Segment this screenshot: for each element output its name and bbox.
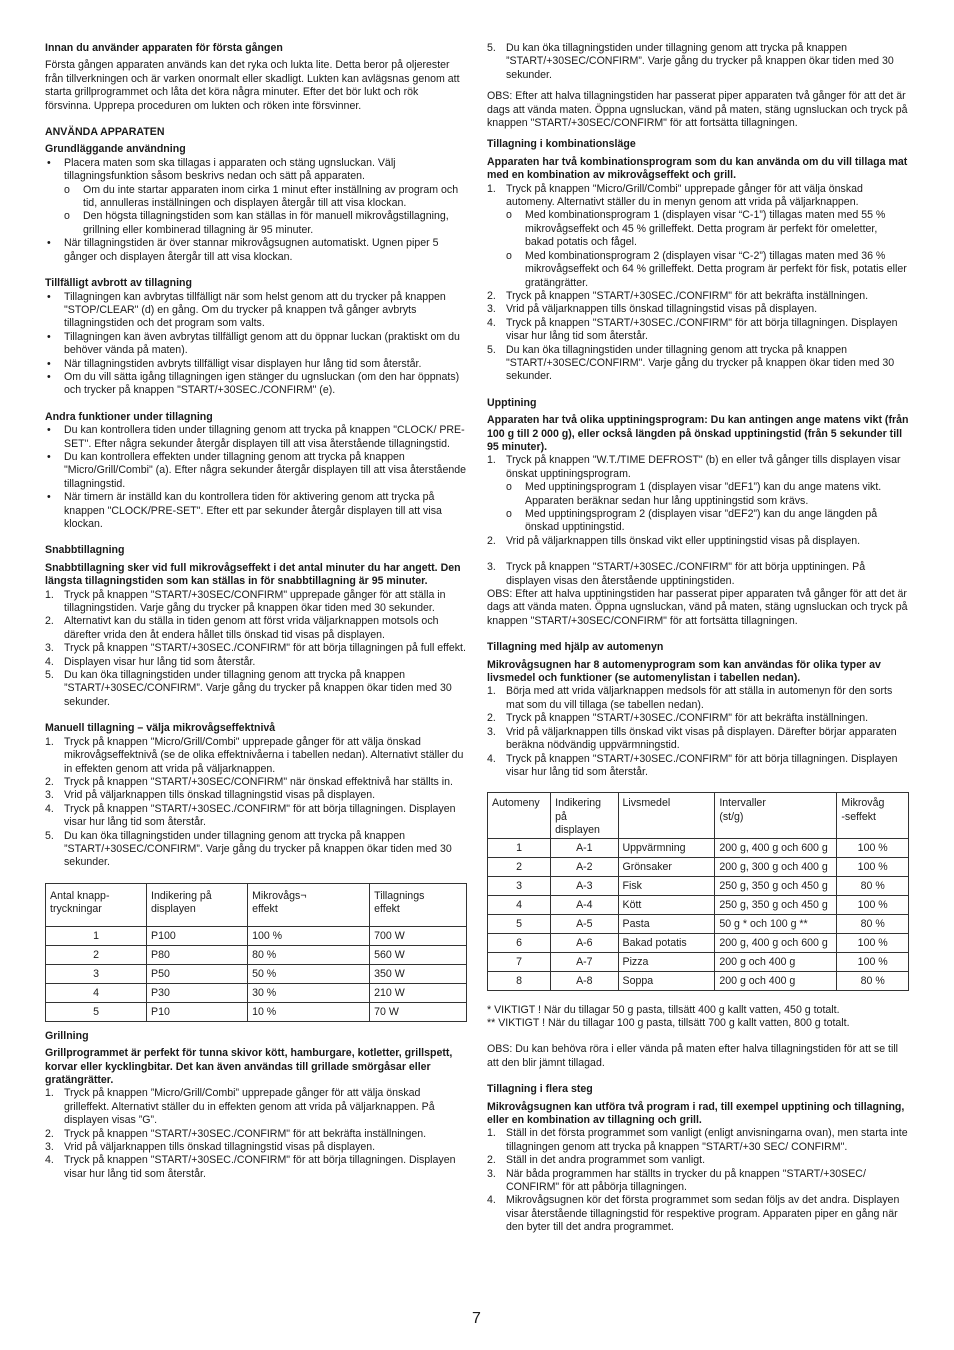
- table-cell: Fisk: [618, 876, 715, 895]
- list-item: 3. Vrid på väljarknappen tills önskad tillagningstid visas på displayen.: [45, 789, 376, 802]
- list-item-text: Displayen visar hur lång tid som återstår.: [64, 655, 256, 668]
- table-row: [46, 964, 467, 983]
- table-cell: 100 %: [248, 926, 370, 945]
- footnote-2: ** VIKTIGT ! När du tillagar 100 g pasta, tillsätt 700 g kallt vatten, 800 g totalt.: [487, 1016, 850, 1029]
- table-cell: P50: [147, 964, 248, 983]
- table-cell: 5: [488, 914, 551, 933]
- sub-list-item: o Med kombinationsprogram 2 (displayen visar “C-2”) tillagas maten med 36 % mikrovågseffekt och 64 % grilleffekt. Detta program är perfekt för fisk, potatis eller gratängrätter.: [506, 250, 909, 290]
- list-item-text: Vrid på väljarknappen tills önskad vikt eller upptiningstid visas på displayen.: [506, 534, 861, 547]
- list-item: 5. Du kan öka tillagningstiden under tillagning genom att trycka på knappen "START/+30SEC/CONFIRM". Varje gång du trycker på knappen ökar tiden med 30 sekunder.: [487, 343, 895, 383]
- table-cell: 80 %: [248, 945, 370, 964]
- grilling-steps: [45, 1087, 467, 1181]
- footnote-1: * VIKTIGT ! När du tillagar 50 g pasta, tillsätt 400 g kallt vatten, 450 g totalt.: [487, 1003, 840, 1016]
- table-cell: 80 %: [837, 914, 909, 933]
- table-cell: Uppvärmning: [618, 838, 715, 857]
- table-cell: A-2: [551, 857, 618, 876]
- section-title-pause: Tillfälligt avbrott av tillagning: [45, 277, 192, 290]
- table-cell: 3: [46, 964, 147, 983]
- table-header-cell: Intervaller (st/g): [715, 793, 837, 838]
- list-item-text: Ställ in det andra programmet som vanligt.: [506, 1154, 706, 1167]
- table-header-cell: Livsmedel: [618, 793, 715, 838]
- table-header-cell: Automeny: [488, 793, 551, 838]
- list-item-text: Börja med att vrida väljarknappen medsols för att ställa in automenyn för den sorts mat som du vill tillaga (se tabellen nedan).: [506, 685, 893, 711]
- list-item: 2. Tryck på knappen "START/+30SEC./CONFIRM" för att bekräfta inställningen.: [487, 289, 869, 302]
- table-cell: P30: [147, 983, 248, 1002]
- defrost-intro: Apparaten har två olika upptiningsprogram: Du kan antingen ange matens vikt (från 100 g till 2 000 g), eller också längden på önskad upptiningstid (från 5 sekunder till 95 minuter).: [487, 414, 909, 453]
- sub-list-item: o Med kombinationsprogram 1 (displayen visar “C-1”) tillagas maten med 55 % mikrovågseffekt och 45 % grilleffekt. Detta program är perfekt för omeletter, bakad potatis och fågel.: [506, 209, 909, 249]
- list-item-text: Du kan öka tillagningstiden under tillagning genom att trycka på knappen ”START/+30SEC/CONFIRM”. Varje gång du trycker på knappen ökar tiden med 30 sekunder.: [64, 669, 452, 708]
- table-cell: 100 %: [837, 952, 909, 971]
- table-cell: A-5: [551, 914, 618, 933]
- list-item: 5. Du kan öka tillagningstiden under tillagning genom att trycka på knappen ”START/+30SEC/CONFIRM”. Varje gång du trycker på knappen ökar tiden med 30 sekunder.: [45, 829, 452, 869]
- grilling-note: OBS: Efter att halva tillagningstiden har passerat piper apparaten två gånger för att det är dags att vända maten. Öppna ugnsluckan, vänd på maten, stäng ugnsluckan och tryck på knappen "START/+30SEC/CONFIRM" för att fortsätta tillagningen.: [487, 90, 908, 130]
- list-item: 4. Tryck på knappen "START/+30SEC./CONFIRM" för att börja tillagningen. Displayen visar hur lång tid som återstår.: [45, 1154, 456, 1180]
- list-item-text: Alternativt kan du ställa in tiden genom att först vrida väljarknappen motsols och därefter vrida den åt endera hållet tills önskad tid visas på displayen.: [64, 615, 439, 641]
- list-item: • Du kan kontrollera tiden under tillagning genom att trycka på knappen "CLOCK/ PRE-SET". Efter några sekunder återgår displayen till att visa återstående tillagningstid.: [45, 424, 467, 451]
- list-item: 3. Vrid på väljarknappen tills önskad vikt visas på displayen. Därefter börjar apparaten beräkna nödvändig uppvärmningstid.: [487, 725, 897, 752]
- multistage-steps: [487, 1127, 909, 1234]
- table-row: [488, 952, 909, 971]
- list-item: 3. Vrid på väljarknappen tills önskad tillagningstid visas på displayen.: [487, 303, 818, 316]
- list-item-text: Vrid på väljarknappen tills önskad tillagningstid visas på displayen.: [64, 1141, 376, 1153]
- list-item: 4. Mikrovågsugnen kör det första programmet som sedan följs av det andra. Displayen visar återstående tillagningstid för respektive program. Apparaten piper en gång när den byter till det andra programmet.: [487, 1194, 900, 1234]
- right-column: [487, 42, 909, 1235]
- table-header-row: [46, 883, 467, 926]
- section-title-quick-cooking: Snabbtillagning: [45, 544, 125, 557]
- table-cell: 2: [46, 945, 147, 964]
- list-item: 3. När båda programmen har ställts in trycker du på knappen "START/+30SEC/ CONFIRM" för att påbörja tillagningen.: [487, 1167, 866, 1193]
- table-row: [46, 983, 467, 1002]
- table-cell: 5: [46, 1002, 147, 1021]
- combination-intro: Apparaten har två kombinationsprogram som du kan använda om du vill tillaga mat med en kombination av mikrovågseffekt och grill.: [487, 155, 908, 182]
- table-cell: 80 %: [837, 876, 909, 895]
- table-cell: A-3: [551, 876, 618, 895]
- table-cell: 80 %: [837, 971, 909, 990]
- table-cell: P100: [147, 926, 248, 945]
- grilling-steps-continued: [487, 42, 909, 82]
- automenu-note: OBS: Du kan behöva röra i eller vända på maten efter halva tillagningstiden för att se till att den blir jämnt tillagad.: [487, 1043, 899, 1069]
- list-item-text: Tryck på knappen "START/+30SEC./CONFIRM" för att börja tillagningen. Displayen visar hur lång tid som återstår.: [64, 1154, 456, 1180]
- list-item: 2. Ställ in det andra programmet som vanligt.: [487, 1154, 706, 1167]
- list-item-text: Tryck på knappen "START/+30SEC./CONFIRM" för att börja tillagningen. Displayen visar hur lång tid som återstår.: [506, 316, 898, 343]
- list-item: 1. Tryck på knappen "START/+30SEC/CONFIRM" upprepade gånger för att ställa in tillagningstiden. Varje gång du trycker på knappen ökar tiden med 30 sekunder.: [45, 588, 446, 615]
- list-item-text: Du kan öka tillagningstiden under tillagning genom att trycka på knappen ”START/+30SEC/CONFIRM”. Varje gång du trycker på knappen ökar tiden med 30 sekunder.: [506, 42, 894, 81]
- list-item: 3. Tryck på knappen "START/+30SEC./CONFIRM" för att börja tillagningen på full effekt.: [45, 642, 466, 655]
- table-cell: Pizza: [618, 952, 715, 971]
- table-header-cell: Tillagnings effekt: [370, 883, 467, 926]
- list-item-text: Vrid på väljarknappen tills önskad tillagningstid visas på displayen.: [64, 789, 376, 802]
- table-cell: 4: [46, 983, 147, 1002]
- list-item-text: Tryck på knappen ”Micro/Grill/Combi” upprepade gånger för att välja önskad grilleffekt. Alternativt ställer du in effekten genom att vrida på väljarknappen. På displayen visas ”G”.: [64, 1087, 435, 1127]
- list-item-text: Tryck på knappen "START/+30SEC./CONFIRM" för att bekräfta inställningen.: [506, 289, 869, 302]
- section-title-combination: Tillagning i kombinationsläge: [487, 138, 636, 151]
- table-cell: 50 g * och 100 g **: [715, 914, 837, 933]
- power-level-table: [45, 883, 467, 1022]
- left-column: [45, 42, 467, 1181]
- list-item: • Tillagningen kan även avbrytas tillfälligt genom att du öppnar luckan (praktiskt om du behöver vända på maten).: [45, 331, 467, 358]
- table-cell: 250 g, 350 g och 450 g: [715, 895, 837, 914]
- sub-list-item: o Om du inte startar apparaten inom cirka 1 minut efter inställning av program och tid, annulleras inställningen och displayen återgår till att visa klockan.: [64, 184, 467, 211]
- table-cell: 10 %: [248, 1002, 370, 1021]
- list-item-text: Tryck på knappen "W.T./TIME DEFROST" (b) en eller två gånger tills displayen visar önskat upptiningsprogram.: [506, 454, 901, 480]
- list-item: 3. Tryck på knappen "START/+30SEC./CONFIRM" för att börja upptiningen. På displayen visas den återstående upptiningstiden.: [487, 561, 866, 587]
- table-cell: 200 g, 300 g och 400 g: [715, 857, 837, 876]
- table-row: [488, 838, 909, 857]
- list-item: • När timern är inställd kan du kontrollera tiden för aktivering genom att trycka på knappen "CLOCK/PRE-SET". Efter ett par sekunder återgår displayen till att visa klockan.: [45, 491, 467, 531]
- multistage-intro: Mikrovågsugnen kan utföra två program i rad, till exempel upptining och tillagning, eller en kombination av tillagning och grill.: [487, 1100, 905, 1126]
- quick-cooking-steps: [45, 589, 467, 710]
- list-item-text: Tryck på knappen "START/+30SEC./CONFIRM" för att börja tillagningen. Displayen visar hur lång tid som återstår.: [506, 752, 898, 778]
- list-item: 1. Tryck på knappen ”Micro/Grill/Combi” upprepade gånger för att välja önskad grilleffekt. Alternativt ställer du in effekten genom att vrida på väljarknappen. På displayen visas ”G”.: [45, 1087, 435, 1127]
- table-cell: A-4: [551, 895, 618, 914]
- manual-cooking-steps: [45, 736, 467, 870]
- section-title-manual-cooking: Manuell tillagning – välja mikrovågseffektnivå: [45, 722, 276, 735]
- table-cell: 200 g, 400 g och 600 g: [715, 838, 837, 857]
- table-cell: A-7: [551, 952, 618, 971]
- table-row: [46, 1002, 467, 1021]
- list-item: 1. Tryck på knappen "W.T./TIME DEFROST" (b) en eller två gånger tills displayen visar önskat upptiningsprogram. o Med upptiningsprogram 1 (displayen visar ”dEF1”) kan du ange matens vikt. Apparaten beräknar sedan hur lång upptiningstid som krävs. o Med upptiningsprogram 2 (displayen visar ”dEF2”) kan du ange längden på önskad upptiningstid.: [487, 454, 909, 534]
- list-item-text: Tryck på knappen "Micro/Grill/Combi" upprepade gånger för att välja önskad mikrovågseffektnivå (se de olika effektnivåerna i tabellen nedan). Alternativt ställer du in effekten genom att vrida på väljarknappen.: [64, 735, 464, 775]
- table-cell: 6: [488, 933, 551, 952]
- list-item: 2. Tryck på knappen "START/+30SEC./CONFIRM" för att bekräfta inställningen.: [487, 712, 869, 725]
- list-item-text: Vrid på väljarknappen tills önskad vikt visas på displayen. Därefter börjar apparaten beräkna nödvändig uppvärmningstid.: [506, 725, 897, 752]
- table-cell: 100 %: [837, 933, 909, 952]
- sub-list-item: o Den högsta tillagningstiden som kan ställas in för manuell mikrovågstillagning, grillning eller kombinerad tillagning är 95 minuter.: [64, 210, 467, 237]
- table-row: [46, 945, 467, 964]
- table-cell: 210 W: [370, 983, 467, 1002]
- list-item: 5. Du kan öka tillagningstiden under tillagning genom att trycka på knappen ”START/+30SEC/CONFIRM”. Varje gång du trycker på knappen ökar tiden med 30 sekunder.: [487, 42, 894, 81]
- table-cell: 2: [488, 857, 551, 876]
- quick-cooking-intro: Snabbtillagning sker vid full mikrovågseffekt i det antal minuter du har angett. Den längsta tillagningstiden som kan ställas in för snabbtillagning är 95 minuter.: [45, 561, 461, 588]
- list-item: • Du kan kontrollera effekten under tillagning genom att trycka på knappen "Micro/Grill/Combi" (a). Efter några sekunder återgår displayen till att visa återstående tillagningstid.: [45, 451, 467, 491]
- table-row: [488, 971, 909, 990]
- list-item-text: Tryck på knappen "START/+30SEC./CONFIRM" för att börja tillagningen. Displayen visar hur lång tid som återstår.: [64, 802, 456, 829]
- list-item-text: Vrid på väljarknappen tills önskad tillagningstid visas på displayen.: [506, 303, 818, 316]
- table-cell: 200 g och 400 g: [715, 952, 837, 971]
- section-title-first-use: Innan du använder apparaten för första gången: [45, 42, 283, 54]
- table-cell: 30 %: [248, 983, 370, 1002]
- table-cell: 100 %: [837, 857, 909, 876]
- table-cell: 4: [488, 895, 551, 914]
- list-item-text: Du kan öka tillagningstiden under tillagning genom att trycka på knappen ”START/+30SEC/CONFIRM”. Varje gång du trycker på knappen ökar tiden med 30 sekunder.: [64, 829, 452, 869]
- table-cell: 250 g, 350 g och 450 g: [715, 876, 837, 895]
- table-cell: A-8: [551, 971, 618, 990]
- list-item: 1. Tryck på knappen "Micro/Grill/Combi" upprepade gånger för att välja önskad mikrovågseffektnivå (se de olika effektnivåerna i tabellen nedan). Alternativt ställer du in effekten genom att vrida på väljarknappen.: [45, 735, 464, 775]
- list-item: • Tillagningen kan avbrytas tillfälligt när som helst genom att du trycker på knappen "STOP/CLEAR" (d) en gång. Om du trycker på knappen två gånger avbryts tillagningstiden och det program som valts.: [45, 291, 467, 331]
- list-item: 4. Tryck på knappen "START/+30SEC./CONFIRM" för att börja tillagningen. Displayen visar hur lång tid som återstår.: [487, 752, 898, 778]
- table-cell: 100 %: [837, 895, 909, 914]
- list-item: 5. Du kan öka tillagningstiden under tillagning genom att trycka på knappen ”START/+30SEC/CONFIRM”. Varje gång du trycker på knappen ökar tiden med 30 sekunder.: [45, 669, 452, 708]
- table-cell: 560 W: [370, 945, 467, 964]
- table-cell: 50 %: [248, 964, 370, 983]
- table-row: [488, 876, 909, 895]
- table-header-cell: Mikrovåg -seffekt: [837, 793, 909, 838]
- section-title-other-functions: Andra funktioner under tillagning: [45, 410, 213, 423]
- list-item: 4. Tryck på knappen "START/+30SEC./CONFIRM" för att börja tillagningen. Displayen visar hur lång tid som återstår.: [45, 802, 456, 829]
- table-header-cell: Antal knapp- tryckningar: [46, 883, 147, 926]
- section-title-grilling: Grillning: [45, 1029, 89, 1042]
- list-item: 2. Vrid på väljarknappen tills önskad vikt eller upptiningstid visas på displayen.: [487, 534, 861, 547]
- section-title-multistage: Tillagning i flera steg: [487, 1083, 593, 1096]
- list-item: 1. Ställ in det första programmet som vanligt (enligt anvisningarna ovan), men starta inte tillagningen genom att trycka på knappen "START/+30 SEC/ CONFIRM".: [487, 1127, 908, 1153]
- table-cell: 8: [488, 971, 551, 990]
- list-item: • Om du vill sätta igång tillagningen igen stänger du ugnsluckan (om den har öppnats) och trycker på knappen "START/+30SEC./CONFIRM" (e).: [45, 371, 467, 398]
- list-item: 3. Vrid på väljarknappen tills önskad tillagningstid visas på displayen.: [45, 1141, 376, 1153]
- table-cell: A-1: [551, 838, 618, 857]
- sub-list: [506, 209, 909, 289]
- table-row: [488, 857, 909, 876]
- list-item-text: Placera maten som ska tillagas i apparaten och stäng ugnsluckan. Välj tillagningsfunktion såsom beskrivs nedan och sätt på apparaten.: [64, 156, 396, 183]
- table-cell: Bakad potatis: [618, 933, 715, 952]
- sub-list: [506, 481, 909, 535]
- table-cell: Soppa: [618, 971, 715, 990]
- table-cell: 200 g, 400 g och 600 g: [715, 933, 837, 952]
- sub-list: [64, 184, 467, 238]
- sub-list-item: o Med upptiningsprogram 1 (displayen visar ”dEF1”) kan du ange matens vikt. Apparaten beräknar sedan hur lång upptiningstid som krävs.: [506, 481, 909, 508]
- list-item-text: Mikrovågsugnen kör det första programmet som sedan följs av det andra. Displayen visar återstående tillagningstid för respektive program. Apparaten piper en gång när den byter till det andra programmet.: [506, 1194, 900, 1234]
- list-item: 2. Tryck på knappen "START/+30SEC/CONFIRM" när önskad effektnivå har ställts in.: [45, 775, 453, 788]
- table-row: [488, 914, 909, 933]
- page-number: 7: [472, 1310, 481, 1327]
- table-cell: Grönsaker: [618, 857, 715, 876]
- table-row: [46, 926, 467, 945]
- basic-use-list: [45, 157, 467, 264]
- table-cell: P10: [147, 1002, 248, 1021]
- list-item-text: Ställ in det första programmet som vanligt (enligt anvisningarna ovan), men starta inte tillagningen genom att trycka på knappen "START/+30 SEC/ CONFIRM".: [506, 1127, 908, 1153]
- table-cell: 1: [46, 926, 147, 945]
- list-item: • När tillagningstiden avbryts tillfälligt visar displayen hur lång tid som återstår.: [45, 358, 467, 371]
- table-cell: 3: [488, 876, 551, 895]
- section-title-using: ANVÄNDA APPARATEN: [45, 126, 165, 139]
- sub-list-item: o Med upptiningsprogram 2 (displayen visar ”dEF2”) kan du ange längden på önskad upptiningstid.: [506, 508, 909, 535]
- list-item: 2. Alternativt kan du ställa in tiden genom att först vrida väljarknappen motsols och därefter vrida den åt endera hållet tills önskad tid visas på displayen.: [45, 615, 439, 641]
- list-item-text: Du kan öka tillagningstiden under tillagning genom att trycka på knappen "START/+30SEC/CONFIRM". Varje gång du trycker på knappen ökar tiden med 30 sekunder.: [506, 343, 895, 383]
- subsection-title-basic-use: Grundläggande användning: [45, 143, 186, 156]
- list-item-text: Tryck på knappen "START/+30SEC/CONFIRM" upprepade gånger för att ställa in tillagningstiden. Varje gång du trycker på knappen ökar tiden med 30 sekunder.: [64, 588, 446, 615]
- table-header-row: [488, 793, 909, 838]
- table-cell: Kött: [618, 895, 715, 914]
- table-cell: 700 W: [370, 926, 467, 945]
- table-cell: Pasta: [618, 914, 715, 933]
- list-item: 1. Tryck på knappen "Micro/Grill/Combi" upprepade gånger för att välja önskad automeny. Alternativt ställer du in menyn genom att vrida på väljarknappen. o Med kombinationsprogram 1 (displayen visar “C-1”) tillagas maten med 55 % mikrovågseffekt och 45 % grilleffekt. Detta program är perfekt för omeletter, bakad potatis och fågel. o Med kombinationsprogram 2 (displayen visar “C-2”) tillagas maten med 36 % mikrovågseffekt och 64 % grilleffekt. Detta program är perfekt för fisk, potatis eller gratängrätter.: [487, 183, 909, 290]
- list-item: 2. Tryck på knappen "START/+30SEC./CONFIRM" för att bekräfta inställningen.: [45, 1127, 427, 1140]
- list-item: 4. Tryck på knappen "START/+30SEC./CONFIRM" för att börja tillagningen. Displayen visar hur lång tid som återstår.: [487, 316, 898, 343]
- table-cell: 200 g och 400 g: [715, 971, 837, 990]
- table-header-cell: Indikering på displayen: [551, 793, 618, 838]
- table-cell: 1: [488, 838, 551, 857]
- automenu-steps: [487, 685, 909, 779]
- list-item-text: Tryck på knappen "START/+30SEC./CONFIRM" för att börja tillagningen på full effekt.: [64, 642, 466, 655]
- section-title-defrost: Upptining: [487, 396, 537, 409]
- table-cell: P80: [147, 945, 248, 964]
- table-cell: 350 W: [370, 964, 467, 983]
- defrost-steps: [487, 454, 909, 588]
- other-functions-list: [45, 424, 467, 531]
- list-item: [45, 157, 467, 237]
- list-item: 4. Displayen visar hur lång tid som återstår.: [45, 655, 256, 668]
- list-item-text: Tryck på knappen "START/+30SEC./CONFIRM" för att bekräfta inställningen.: [506, 712, 869, 725]
- automenu-intro: Mikrovågsugnen har 8 automenyprogram som kan användas för olika typer av livsmedel och funktioner (se automenylistan i tabellen nedan).: [487, 658, 881, 685]
- list-item-text: Tryck på knappen "START/+30SEC/CONFIRM" när önskad effektnivå har ställts in.: [64, 775, 453, 788]
- table-row: [488, 933, 909, 952]
- table-cell: 70 W: [370, 1002, 467, 1021]
- first-use-text: Första gången apparaten används kan det ryka och lukta lite. Detta beror på oljerester från tillverkningen och är varken onormalt eller skadligt. Lukten kan avlägsnas genom att starta grillprogrammet och låta det köra några minuter. Efter det bör lukt och rök försvinna. Upprepa proceduren om lukten och röken inte försvinner.: [45, 59, 460, 112]
- table-cell: 7: [488, 952, 551, 971]
- list-item-text: Tryck på knappen "Micro/Grill/Combi" upprepade gånger för att välja önskad automeny. Alternativt ställer du in menyn genom att vrida på väljarknappen.: [506, 182, 863, 209]
- table-header-cell: Mikrovågs¬ effekt: [248, 883, 370, 926]
- table-header-cell: Indikering på displayen: [147, 883, 248, 926]
- table-cell: A-6: [551, 933, 618, 952]
- automenu-table: [487, 792, 909, 990]
- table-row: [488, 895, 909, 914]
- defrost-note: OBS: Efter att halva upptiningstiden har passerat piper apparaten två gånger för att det är dags att vända maten. Öppna ugnsluckan, vänd på maten, stäng ugnsluckan och tryck på knappen "START/+30SEC/CONFIRM" för att fortsätta tillagningen.: [487, 588, 908, 627]
- combination-steps: [487, 183, 909, 384]
- section-title-automenu: Tillagning med hjälp av automenyn: [487, 641, 664, 654]
- grilling-intro: Grillprogrammet är perfekt för tunna skivor kött, hamburgare, kotletter, grillspett, korvar eller kycklingbitar. Det kan även användas till grillade smörgåsar eller gratängrätter.: [45, 1047, 453, 1086]
- pause-list: [45, 291, 467, 398]
- list-item-text: När båda programmen har ställts in trycker du på knappen "START/+30SEC/ CONFIRM" för att påbörja tillagningen.: [506, 1167, 866, 1193]
- list-item: 1. Börja med att vrida väljarknappen medsols för att ställa in automenyn för den sorts mat som du vill tillaga (se tabellen nedan).: [487, 685, 893, 711]
- table-cell: 100 %: [837, 838, 909, 857]
- list-item-text: Tryck på knappen "START/+30SEC./CONFIRM" för att börja upptiningen. På displayen visas den återstående upptiningstiden.: [506, 561, 866, 587]
- list-item: • När tillagningstiden är över stannar mikrovågsugnen automatiskt. Ugnen piper 5 gånger och displayen återgår till att visa klockan.: [45, 237, 467, 264]
- list-item-text: Tryck på knappen "START/+30SEC./CONFIRM" för att bekräfta inställningen.: [64, 1127, 427, 1140]
